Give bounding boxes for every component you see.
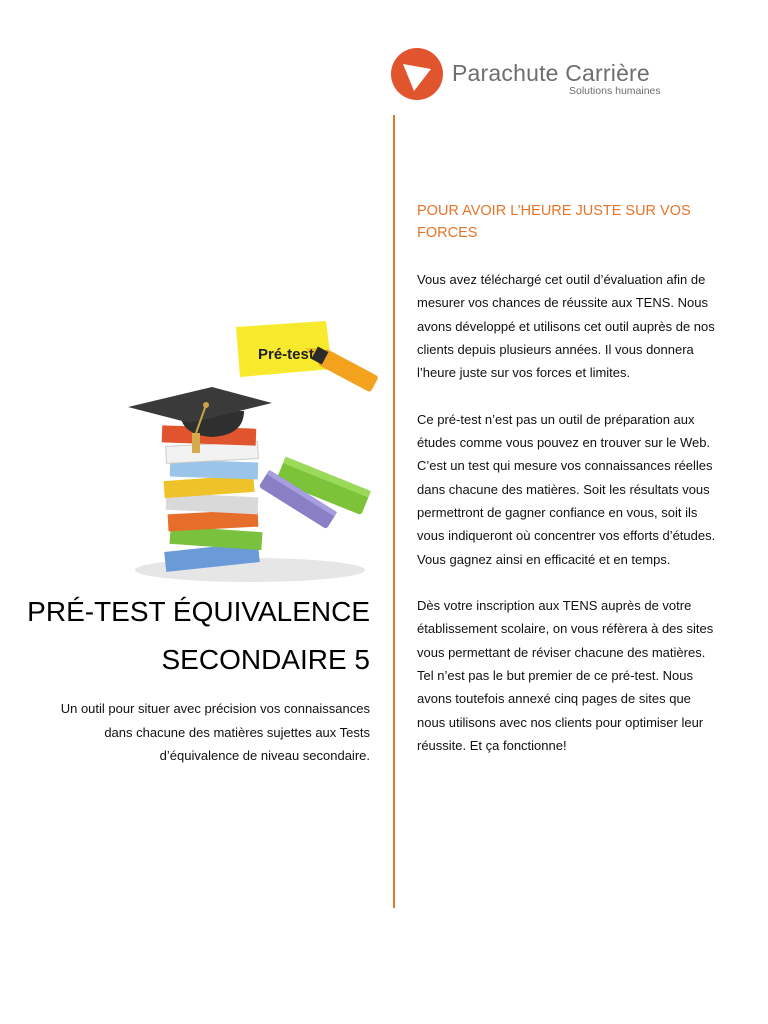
parachute-logo-icon: [390, 47, 444, 101]
logo-name: Parachute Carrière: [452, 60, 650, 86]
vertical-divider: [393, 115, 395, 908]
right-column: [417, 200, 717, 781]
title-line-1: PRÉ-TEST ÉQUIVALENCE: [27, 596, 370, 627]
paragraph-3: Dès votre inscription aux TENS auprès de votre établissement scolaire, on vous réfèrera à des sites vous permettant de réviser chacune des matières. Tel n’est pas le but premier de ce pré-test. Nous avons toutefois annexé cinq pages de sites que nous utilisons avec nos clients pour optimiser leur réussite. Et ça fonctionne!: [417, 598, 714, 753]
section-heading: POUR AVOIR L’HEURE JUSTE SUR VOS FORCES: [417, 203, 691, 241]
document-subtitle: Un outil pour situer avec précision vos connaissances dans chacune des matières sujettes aux Tests d’équivalence de niveau secondaire.: [60, 701, 370, 763]
highlight-label: Pré-test: [258, 346, 314, 363]
logo-tagline: Solutions humaines: [569, 85, 661, 97]
graduation-books-illustration: [120, 315, 380, 585]
company-logo: [390, 47, 680, 103]
title-line-2: SECONDAIRE 5: [161, 644, 370, 675]
paragraph-1: Vous avez téléchargé cet outil d’évaluation afin de mesurer vos chances de réussite aux TENS. Nous avons développé et utilisons cet outil auprès de nos clients depuis plusieurs années. Il vous donnera l’heure juste sur vos forces et limites.: [417, 272, 715, 381]
paragraph-2: Ce pré-test n’est pas un outil de préparation aux études comme vous pouvez en trouver sur le Web. C’est un test qui mesure vos connaissances réelles dans chacune des matières. Soit les résultats vous permettront de gagner confiance en vous, soit ils vous indiqueront où concentrer vos efforts d’études. Vous gagnez ainsi en efficacité et en temps.: [417, 411, 716, 567]
document-title: [27, 588, 370, 684]
